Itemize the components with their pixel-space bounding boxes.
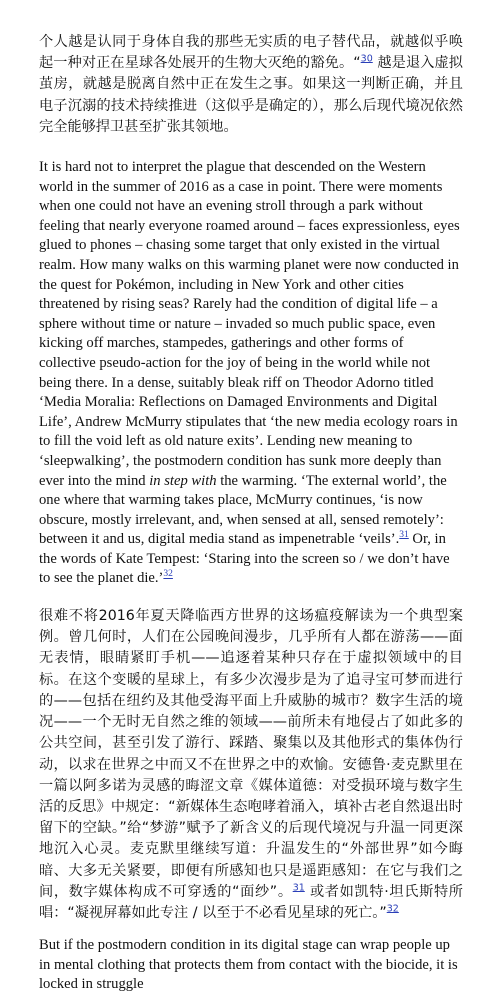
- paragraph-2-text-b: the warming. ‘The external world’, the one where that warming takes place, McMurry continues, ‘is now obscure, mostly irrelevant, and, when sensed at all, sensed remotely’: between it and us, digital media stand as impenetrable ‘veils’.: [39, 472, 447, 548]
- paragraph-4-text: But if the postmodern condition in its digital stage can wrap people up in mental clothing that protects them from contact with the biocide, it is locked in struggle: [39, 937, 458, 993]
- document-page: [39, 32, 463, 995]
- paragraph-chinese-intro: [39, 32, 463, 138]
- paragraph-english-continuation: [39, 936, 463, 995]
- paragraph-english-pokemon: [39, 158, 463, 589]
- paragraph-3-text-b: 或者如凯特·坦氏斯特所唱：“凝视屏幕如此专注 / 以至于不必看见星球的死亡。”: [39, 883, 463, 921]
- paragraph-2-text-a: It is hard not to interpret the plague that descended on the Western world in the summer of 2016 as a case in point. There were moments when one could not have an evening stroll through a park without feeling that nearly everyone roamed around – faces expressionless, eyes glued to phones – chasing some target that only existed in the virtual realm. How many walks on this warming planet were now conducted in the quest for Pokémon, including in New York and other cities threatened by rising seas? Rarely had the condition of digital life – a sphere without time or nature – invaded so much public space, even kicking off marches, stampedes, gatherings and other forms of collective pseudo-action for the joy of being in the world while not being there. In a dense, suitably bleak riff on Theodor Adorno titled ‘Media Moralia: Reflections on Damaged Environments and Digital Life’, Andrew McMurry stipulates that ‘the new media ecology roars in to fill the void left as old nature exits’. Lending new meaning to ‘sleepwalking’, the postmodern condition has sunk more deeply than ever into the mind: [39, 159, 460, 489]
- footnote-link-30[interactable]: 30: [360, 53, 373, 65]
- paragraph-1-text-b: 越是退入虚拟茧房，就越是脱离自然中正在发生之事。如果这一判断正确，并且电子沉溺的技术持续推进（这似乎是确定的），那么后现代境况依然完全能够捍卫甚至扩张其领地。: [39, 55, 463, 135]
- footnote-link-31[interactable]: 31: [399, 530, 409, 541]
- paragraph-3-text-a: 很难不将2016年夏天降临西方世界的这场瘟疫解读为一个典型案例。曾几何时，人们在公园晚间漫步，几乎所有人都在游荡——面无表情，眼睛紧盯手机——追逐着某种只存在于虚拟领域中的目标。在这个变暖的星球上，有多少次漫步是为了追寻宝可梦而进行的——包括在纽约及其他受海平面上升威胁的城市？数字生活的境况——一个无时无自然之维的领域——前所未有地侵占了如此多的公共空间，甚至引发了游行、踩踏、聚集以及其他形式的集体伪行动，以求在世界之中而又不在世界之中的欢愉。安德鲁·麦克默里在一篇以阿多诺为灵感的晦涩文章《媒体道德：对受损环境与数字生活的反思》中规定：“新媒体生态咆哮着涌入，填补古老自然退出时留下的空缺。”给“梦游”赋予了新含义的后现代境况与升温一同更深地沉入心灵。麦克默里继续写道：升温发生的“外部世界”如今晦暗、大多无关紧要，即便有所感知也只是遥距感知：在它与我们之间，数字媒体构成不可穿透的“面纱”。: [39, 608, 463, 900]
- footnote-link-32-zh[interactable]: 32: [386, 903, 399, 915]
- paragraph-1-text-a: 个人越是认同于身体自我的那些无实质的电子替代品，就越似乎唤起一种对正在星球各处展开的生物大灭绝的豁免。“: [39, 34, 463, 72]
- footnote-link-31-zh[interactable]: 31: [292, 881, 305, 893]
- footnote-link-32[interactable]: 32: [163, 569, 173, 580]
- paragraph-2-text-c: Or, in the words of Kate Tempest: ‘Staring into the screen so / we don’t have to see the planet die.’: [39, 531, 450, 587]
- paragraph-2-italic: in step with: [149, 472, 217, 489]
- paragraph-chinese-translation: [39, 606, 463, 924]
